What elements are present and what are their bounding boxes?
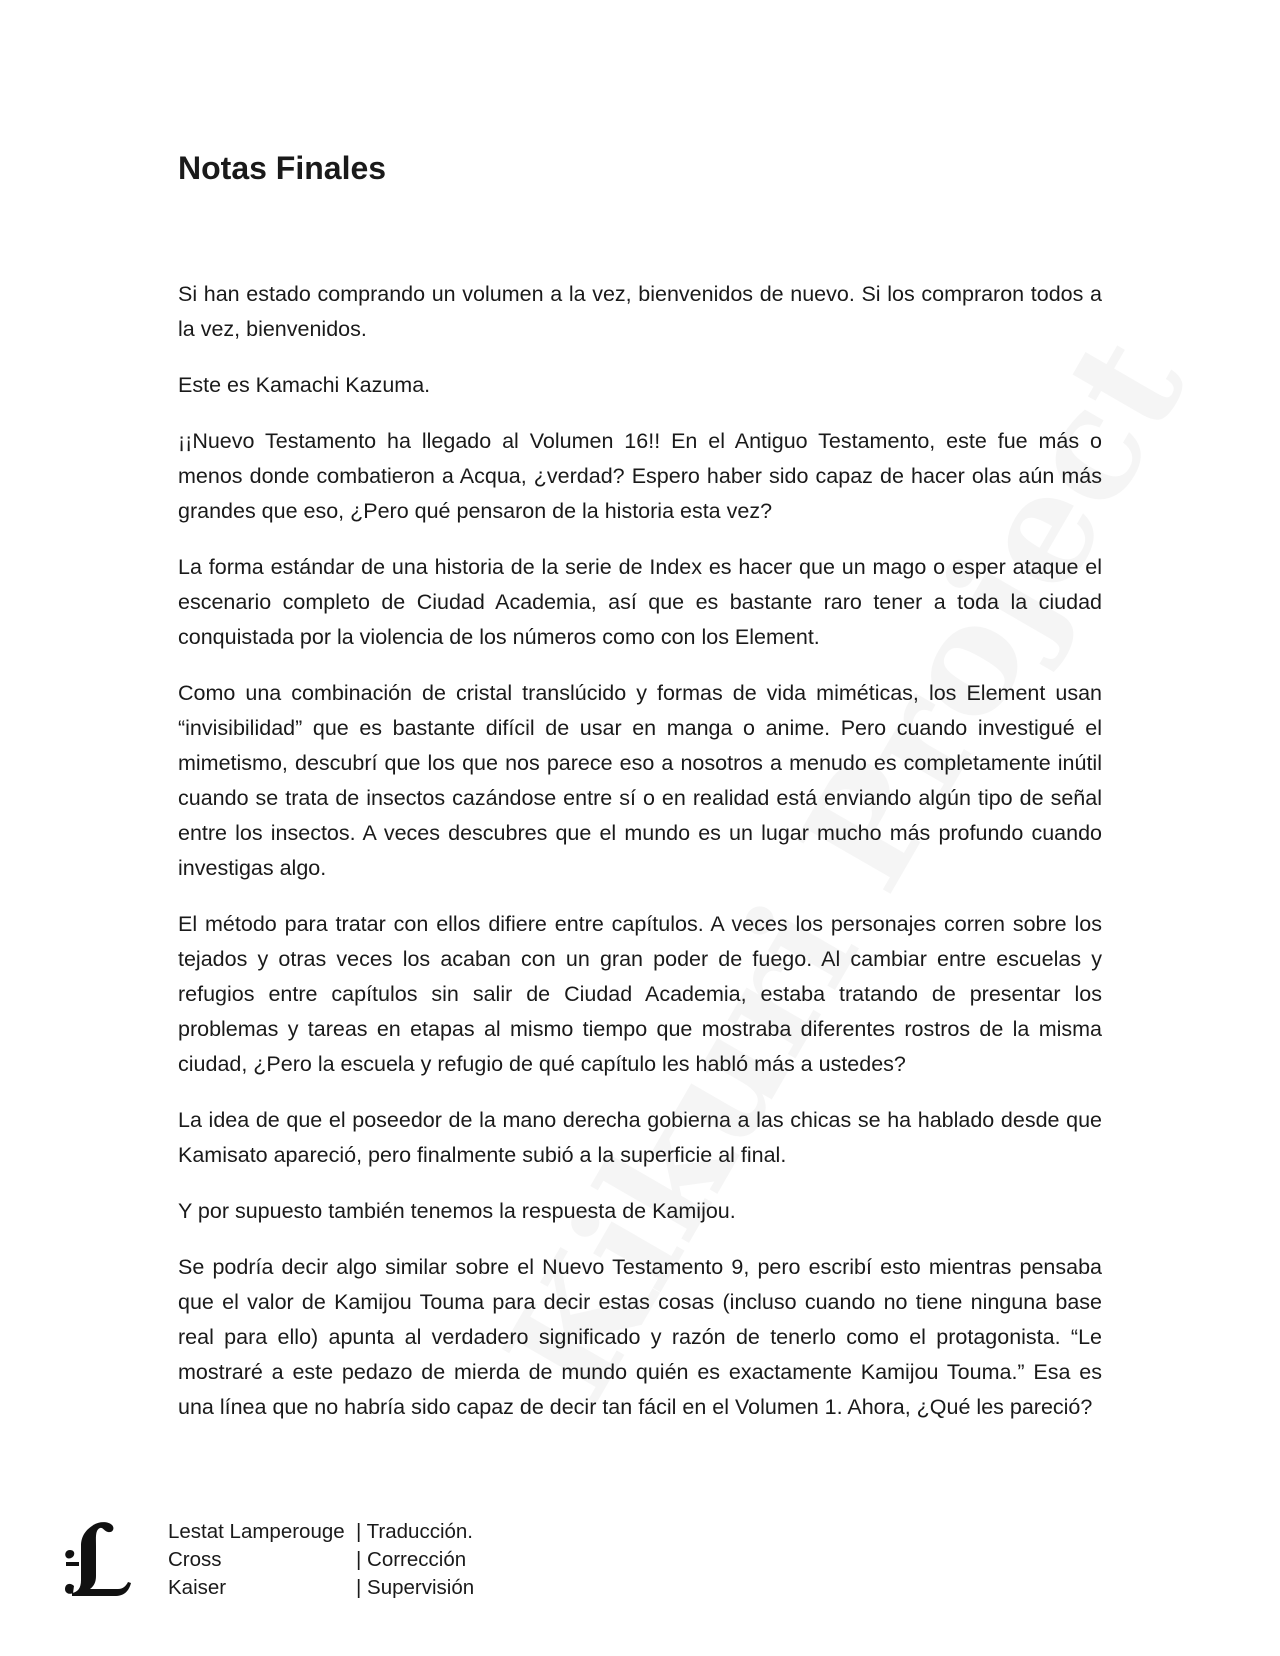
credit-row — [168, 1546, 474, 1574]
paragraph: Se podría decir algo similar sobre el Nuevo Testamento 9, pero escribí esto mientras pensaba que el valor de Kamijou Touma para decir estas cosas (incluso cuando no tiene ninguna base real para ello) apunta al verdadero significado y razón de tenerlo como el protagonista. “Le mostraré a este pedazo de mierda de mundo quién es exactamente Kamijou Touma.” Esa es una línea que no habría sido capaz de decir tan fácil en el Volumen 1. Ahora, ¿Qué les pareció? — [178, 1255, 1102, 1419]
credit-name: Lestat Lamperouge — [168, 1520, 345, 1543]
credit-row — [168, 1574, 474, 1602]
page-title: Notas Finales — [178, 150, 387, 186]
credit-role: | Traducción. — [356, 1520, 473, 1543]
paragraph: La forma estándar de una historia de la serie de Index es hacer que un mago o esper ataque el escenario completo de Ciudad Academia, así que es bastante raro tener a toda la ciudad conquistada por la violencia de los números como con los Element. — [178, 555, 1102, 649]
paragraph: La idea de que el poseedor de la mano derecha gobierna a las chicas se ha hablado desde que Kamisato apareció, pero finalmente subió a la superficie al final. — [178, 1108, 1102, 1167]
body-text — [178, 277, 1102, 1446]
credit-role: | Supervisión — [356, 1576, 475, 1599]
gothic-L-logo-icon — [62, 1520, 134, 1598]
credit-name: Cross — [168, 1548, 222, 1571]
paragraph: Si han estado comprando un volumen a la vez, bienvenidos de nuevo. Si los compraron todos a la vez, bienvenidos. — [178, 282, 1102, 341]
paragraph: El método para tratar con ellos difiere entre capítulos. A veces los personajes corren sobre los tejados y otras veces los acaban con un gran poder de fuego. Al cambiar entre escuelas y refugios entre capítulos sin salir de Ciudad Academia, estaba tratando de presentar los problemas y tareas en etapas al mismo tiempo que mostraba diferentes rostros de la misma ciudad, ¿Pero la escuela y refugio de qué capítulo les habló más a ustedes? — [178, 912, 1102, 1076]
paragraph: Como una combinación de cristal translúcido y formas de vida miméticas, los Element usan “invisibilidad” que es bastante difícil de usar en manga o anime. Pero cuando investigué el mimetismo, descubrí que los que nos parece eso a nosotros a menudo es completamente inútil cuando se trata de insectos cazándose entre sí o en realidad está enviando algún tipo de señal entre los insectos. A veces descubres que el mundo es un lugar mucho más profundo cuando investigas algo. — [178, 681, 1102, 880]
paragraph: Este es Kamachi Kazuma. — [178, 373, 431, 397]
credits — [168, 1518, 474, 1602]
paragraph: Y por supuesto también tenemos la respuesta de Kamijou. — [178, 1199, 736, 1223]
credit-role: | Corrección — [356, 1548, 467, 1571]
paragraph: ¡¡Nuevo Testamento ha llegado al Volumen 16!! En el Antiguo Testamento, este fue más o menos donde combatieron a Acqua, ¿verdad? Espero haber sido capaz de hacer olas aún más grandes que eso, ¿Pero qué pensaron de la historia esta vez? — [178, 429, 1102, 523]
credit-name: Kaiser — [168, 1576, 227, 1599]
credit-row — [168, 1518, 474, 1546]
